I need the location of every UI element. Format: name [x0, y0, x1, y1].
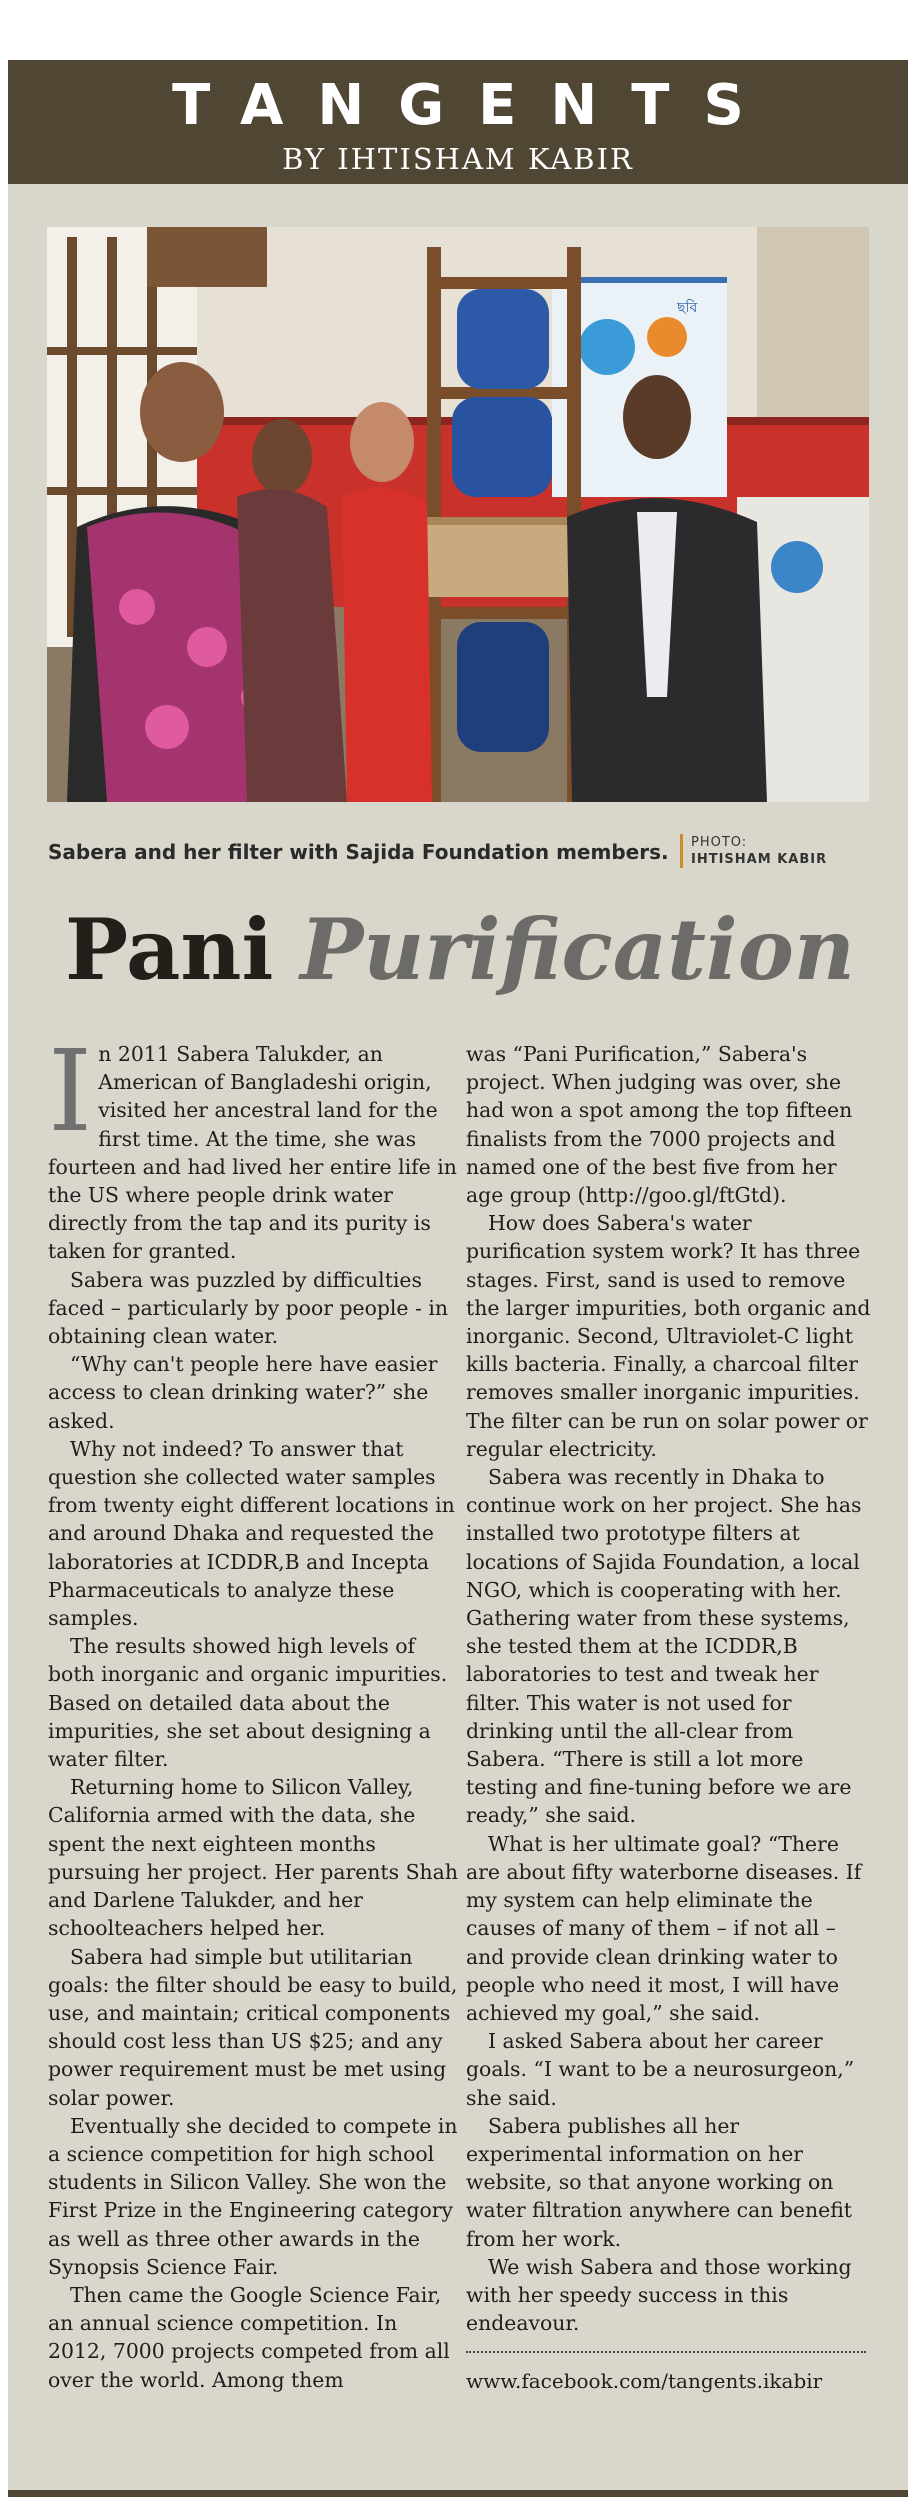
- paragraph: In 2011 Sabera Talukder, an American of Bangladeshi origin, visited her ancestral land for the first time. At the time, she was fourteen and had lived her entire life in the US where people drink water directly from the tap and its purity is taken for granted.: [48, 1027, 457, 1264]
- paragraph: We wish Sabera and those working with her speedy success in this endeavour.: [466, 2254, 852, 2336]
- paragraph: Eventually she decided to compete in a science competition for high school students in Silicon Valley. She won the First Prize in the Engineering category as well as three other awards in the Synopsis Science Fair.: [48, 2113, 458, 2279]
- paragraph: Sabera was recently in Dhaka to continue work on her project. She has installed two prototype filters at locations of Sajida Foundation, a local NGO, which is cooperating with her. Gathering water from these systems, she tested them at the ICDDR,B laboratories to test and tweak her filter. This water is not used for drinking until the all-clear from Sabera. “There is still a lot more testing and fine-tuning before we are ready,” she said.: [466, 1465, 862, 1828]
- paragraph: Sabera had simple but utilitarian goals: the filter should be easy to build, use, and maintain; critical components should cost less than US $25; and any power requirement must be met using solar power.: [48, 1944, 458, 2110]
- photo-illustration: [47, 227, 869, 802]
- byline: BY IHTISHAM KABIR: [282, 142, 634, 176]
- paragraph: Sabera was puzzled by difficulties faced – particularly by poor people - in obtaining clean water.: [48, 1267, 449, 1349]
- paragraph: The results showed high levels of both inorganic and organic impurities. Based on detailed data about the impurities, she set about designing a water filter.: [48, 1634, 448, 1772]
- paragraph: “Why can't people here have easier access to clean drinking water?” she asked.: [48, 1352, 438, 1433]
- paragraph: What is her ultimate goal? “There are about fifty waterborne diseases. If my system can help eliminate the causes of many of them – if not all – and provide clean drinking water to people who need it most, I will have achieved my goal,” she said.: [466, 1831, 862, 2025]
- paragraph: Returning home to Silicon Valley, California armed with the data, she spent the next eighteen months pursuing her project. Her parents Shah and Darlene Talukder, and her schoolteachers helped her.: [48, 1775, 458, 1941]
- photo-credit: [680, 834, 827, 868]
- photo-credit-label: PHOTO:: [691, 835, 748, 850]
- paragraph: Sabera publishes all her experimental information on her website, so that anyone working on water filtration anywhere can benefit from her work.: [466, 2113, 852, 2251]
- paragraph: How does Sabera's water purification system work? It has three stages. First, sand is used to remove the larger impurities, both organic and inorganic. Second, Ultraviolet-C light kills bacteria. Finally, a charcoal filter removes smaller inorganic impurities. The filter can be run on solar power or regular electricity.: [466, 1211, 871, 1461]
- article-column-2: [466, 1040, 876, 2396]
- paragraph: was “Pani Purification,” Sabera's project. When judging was over, she had won a spot among the top fifteen finalists from the 7000 projects and named one of the best five from her age group (http://goo.gl/ftGtd).: [466, 1042, 853, 1208]
- paragraph: Why not indeed? To answer that question she collected water samples from twenty eight different locations in and around Dhaka and requested the laboratories at ICDDR,B and Incepta Pharmaceuticals to analyze these samples.: [48, 1436, 455, 1631]
- headline-part-2: Purification: [300, 900, 855, 999]
- article-photo: [47, 227, 869, 802]
- paragraph: I asked Sabera about her career goals. “I want to be a neurosurgeon,” she said.: [466, 2029, 855, 2110]
- bottom-bar: [8, 2490, 908, 2497]
- drop-cap: I: [48, 1027, 93, 1157]
- masthead: [8, 60, 908, 184]
- poster-text: ছবি: [677, 300, 698, 316]
- photo-caption: Sabera and her filter with Sajida Foundation members.: [48, 840, 669, 864]
- dotted-divider: [466, 2351, 866, 2353]
- headline-part-1: Pani: [65, 900, 274, 999]
- photo-credit-name: IHTISHAM KABIR: [691, 852, 828, 867]
- facebook-link[interactable]: www.facebook.com/tangents.ikabir: [466, 2369, 823, 2394]
- article-headline: [0, 900, 920, 1000]
- paragraph: Then came the Google Science Fair, an annual science competition. In 2012, 7000 projects competed from all over the world. Among them: [48, 2282, 450, 2392]
- article-column-1: [48, 1027, 458, 2394]
- column-title: TANGENTS: [172, 73, 778, 138]
